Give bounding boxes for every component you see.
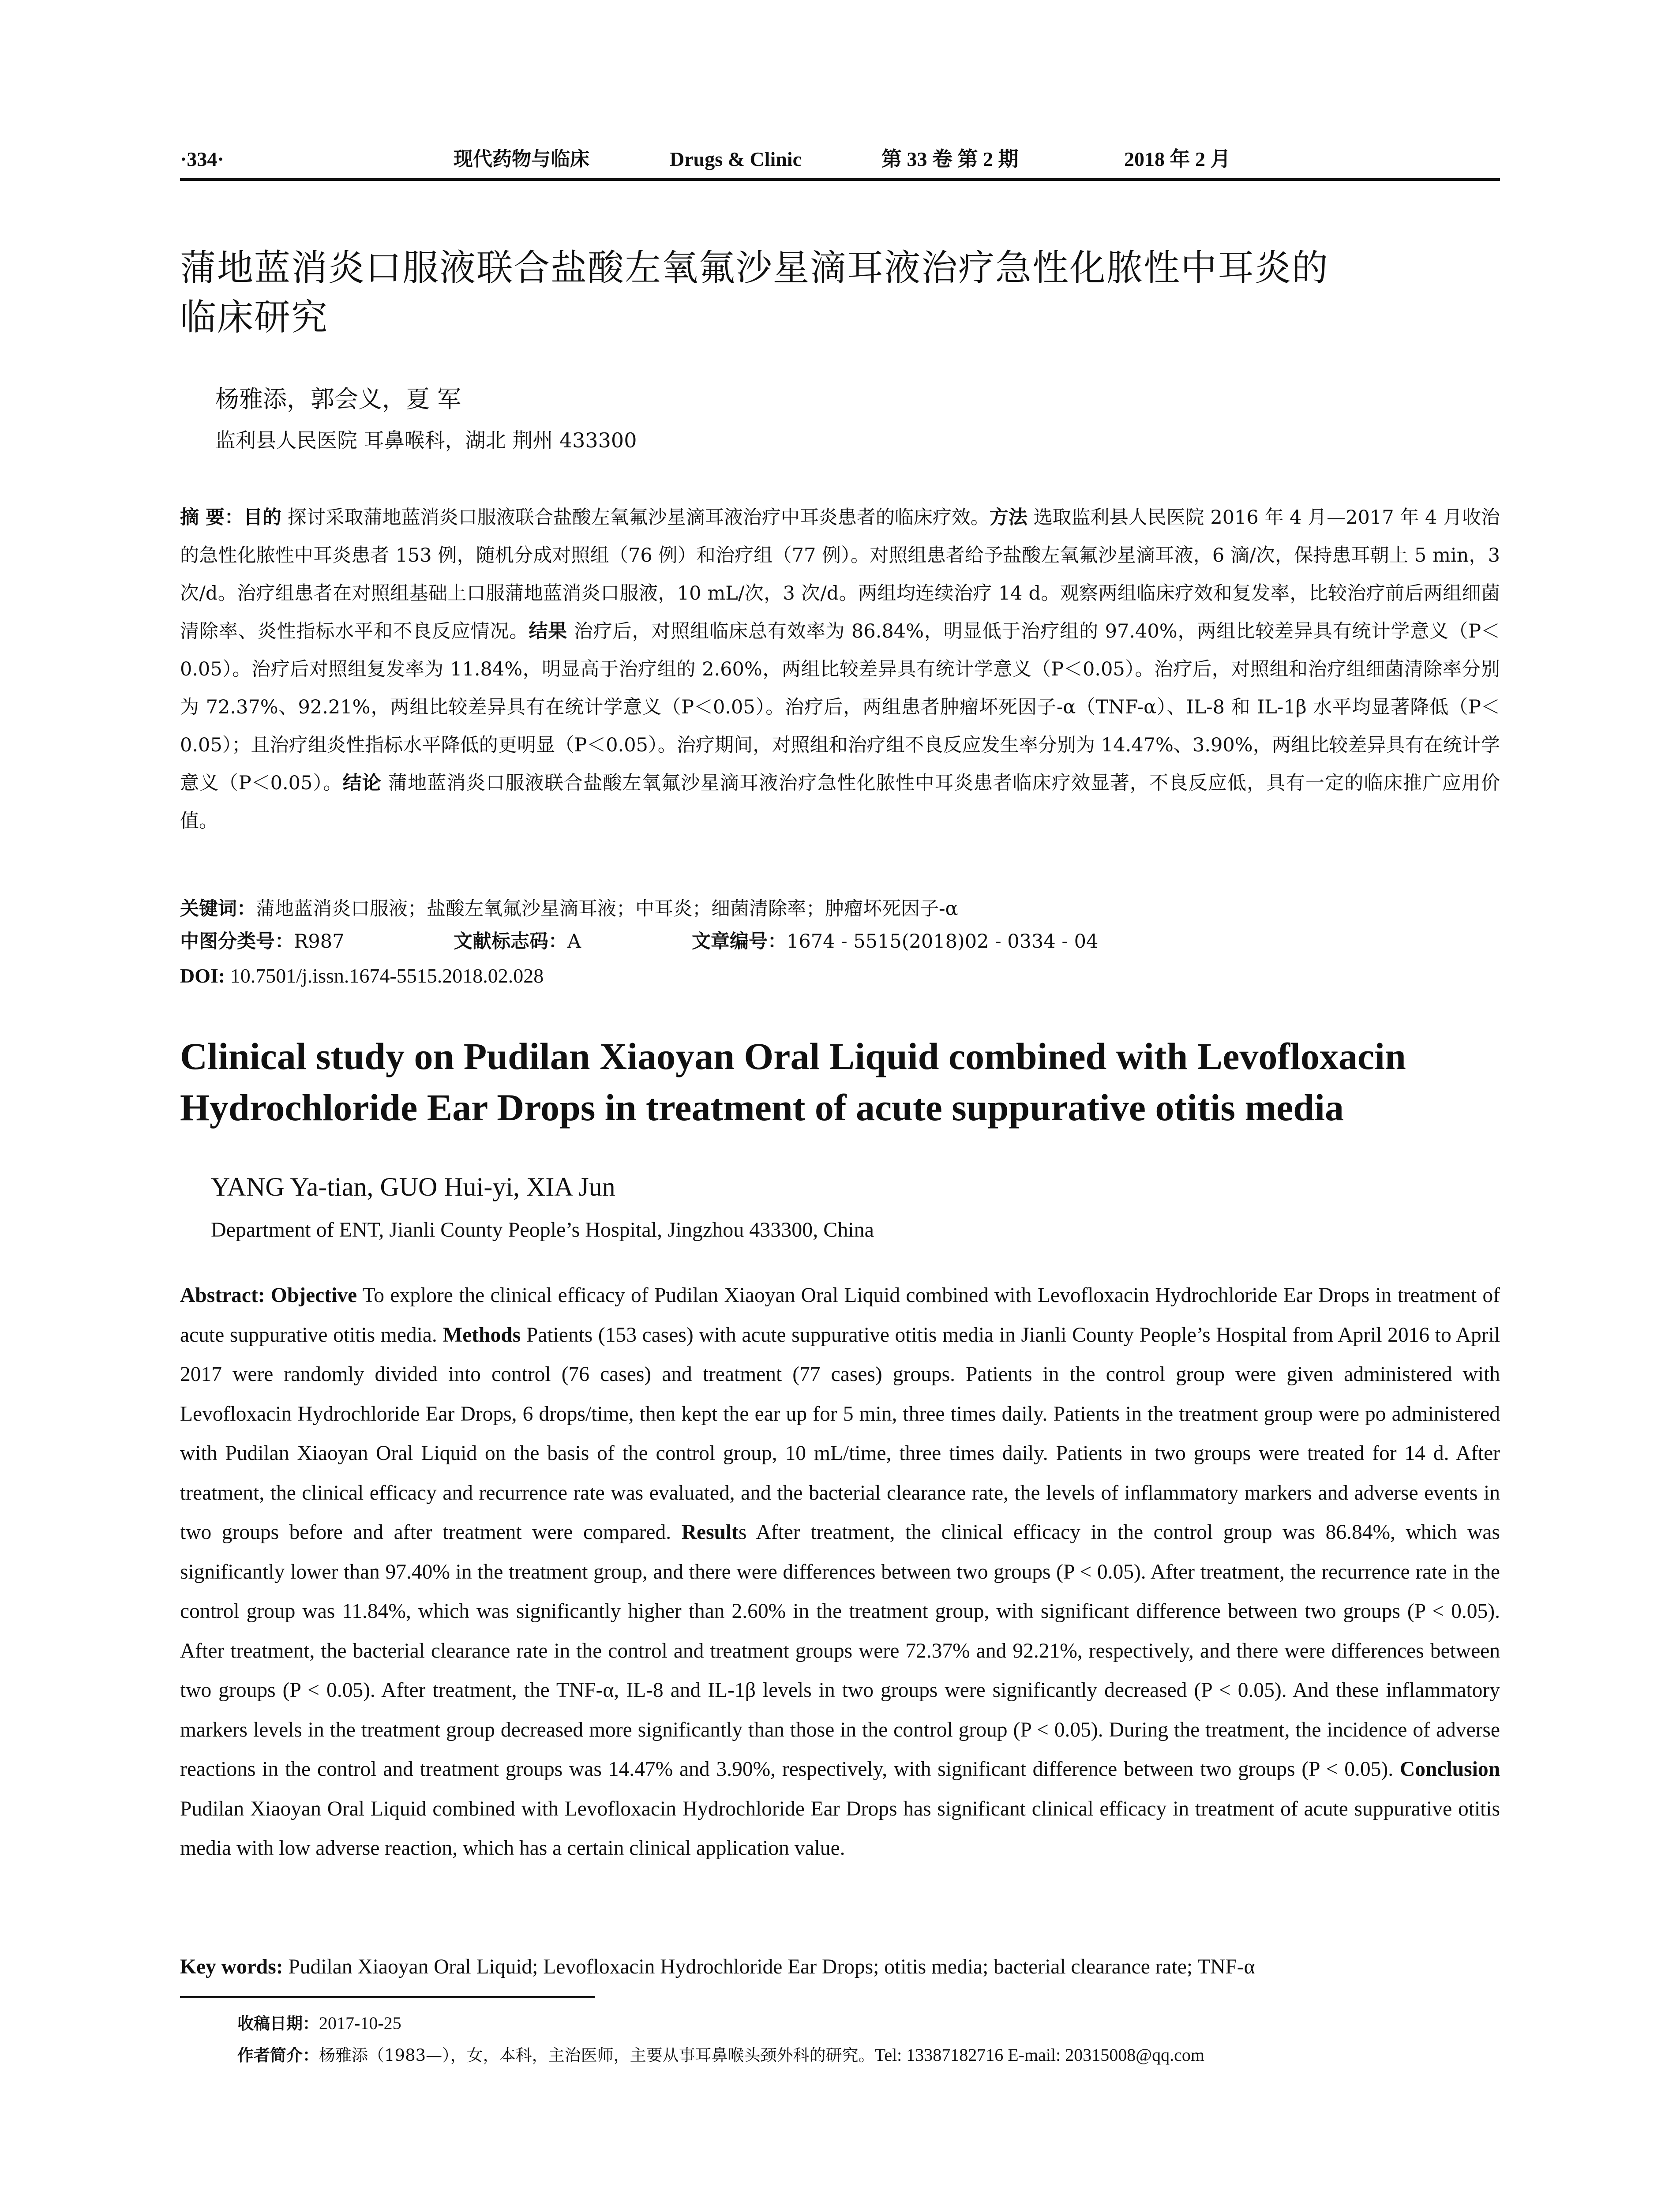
clc-label: 中图分类号： xyxy=(180,930,294,953)
chinese-title-line-2: 临床研究 xyxy=(180,296,329,338)
methods-label-cn: 方法 xyxy=(989,506,1028,529)
chinese-authors: 杨雅添，郭会义，夏 军 xyxy=(215,385,461,413)
conclusion-text-en: Pudilan Xiaoyan Oral Liquid combined with Levofloxacin Hydrochloride Ear Drops has significant clinical efficacy in treatment of acute suppurative otitis media with low adverse reaction, which has a certain clinical application value. xyxy=(180,1797,1500,1860)
article-no-label: 文章编号： xyxy=(692,930,787,953)
keywords-label-en: Key words: xyxy=(180,1955,283,1978)
footnote-rule xyxy=(180,1996,595,1998)
issue-date: 2018 年 2 月 xyxy=(1124,148,1231,170)
results-label-en: Result xyxy=(681,1521,739,1544)
english-title xyxy=(180,1031,1504,1133)
keywords-en xyxy=(180,1949,1500,1985)
bio-label: 作者简介： xyxy=(237,2046,319,2065)
keywords-cn xyxy=(180,893,1500,925)
results-label-suffix-en: s xyxy=(739,1521,747,1544)
doi-value[interactable]: 10.7501/j.issn.1674-5515.2018.02.028 xyxy=(230,964,544,987)
english-affiliation: Department of ENT, Jianli County People’s Hospital, Jingzhou 433300, China xyxy=(211,1218,874,1242)
objective-text-en: To explore the clinical efficacy of Pudilan Xiaoyan Oral Liquid combined with Levofloxacin Hydrochloride Ear Drops in treatment of acute suppurative otitis media. xyxy=(180,1284,1500,1347)
doc-code-field xyxy=(454,926,692,957)
classification-line xyxy=(180,926,1500,957)
clc-field xyxy=(180,926,454,957)
results-text-cn: 治疗后，对照组临床总有效率为 86.84%，明显低于治疗组的 97.40%，两组比较差异具有统计学意义（P＜0.05）。治疗后对照组复发率为 11.84%，明显高于治疗组的 2.60%，两组比较差异具有统计学意义（P＜0.05）。治疗后，对照组和治疗组细菌清除率分别为 72.37%、92.21%，两组比较差异具有在统计学意义（P＜0.05）。治疗后，两组患者肿瘤坏死因子-α（TNF-α）、IL-8 和 IL-1β 水平均显著降低（P＜0.05）；且治疗组炎性指标水平降低的更明显（P＜0.05）。治疗期间，对照组和治疗组不良反应发生率分别为 14.47%、3.90%，两组比较差异具有在统计学意义（P＜0.05）。 xyxy=(180,620,1500,794)
chinese-title-line-1: 蒲地蓝消炎口服液联合盐酸左氧氟沙星滴耳液治疗急性化脓性中耳炎的 xyxy=(180,247,1329,289)
clc-value: R987 xyxy=(294,930,345,953)
received-label: 收稿日期： xyxy=(237,2014,319,2033)
keywords-text-en: Pudilan Xiaoyan Oral Liquid; Levofloxacin Hydrochloride Ear Drops; otitis media; bacterial clearance rate; TNF-α xyxy=(283,1955,1255,1978)
conclusion-text-cn: 蒲地蓝消炎口服液联合盐酸左氧氟沙星滴耳液治疗急性化脓性中耳炎患者临床疗效显著，不良反应低，具有一定的临床推广应用价值。 xyxy=(180,772,1500,832)
article-no-value: 1674 - 5515(2018)02 - 0334 - 04 xyxy=(787,930,1099,953)
volume-issue: 第 33 卷 第 2 期 xyxy=(881,148,1019,170)
journal-name-en: Drugs & Clinic xyxy=(670,148,802,170)
chinese-affiliation: 监利县人民医院 耳鼻喉科，湖北 荆州 433300 xyxy=(215,428,637,452)
english-authors: YANG Ya-tian, GUO Hui-yi, XIA Jun xyxy=(211,1172,615,1201)
methods-label-en: Methods xyxy=(442,1323,521,1347)
bio-text: 杨雅添（1983—），女，本科，主治医师，主要从事耳鼻喉头颈外科的研究。 xyxy=(319,2046,875,2065)
chinese-title xyxy=(180,244,1504,342)
methods-text-en: Patients (153 cases) with acute suppurative otitis media in Jianli County People’s Hospital from April 2016 to April 2017 were randomly divided into control (76 cases) and treatment (77 cases) groups. Patients in the control group were given administered with Levofloxacin Hydrochloride Ear Drops, 6 drops/time, then kept the ear up for 5 min, three times daily. Patients in the treatment group were po administered with Pudilan Xiaoyan Oral Liquid on the basis of the control group, 10 mL/time, three times daily. Patients in two groups were treated for 14 d. After treatment, the clinical efficacy and recurrence rate was evaluated, and the bacterial clearance rate, the levels of inflammatory markers and adverse events in two groups before and after treatment were compared. xyxy=(180,1323,1500,1544)
running-header xyxy=(180,140,1500,181)
conclusion-label-cn: 结论 xyxy=(342,772,382,794)
paper-page xyxy=(180,0,1500,2206)
methods-text-cn: 选取监利县人民医院 2016 年 4 月—2017 年 4 月收治的急性化脓性中耳炎患者 153 例，随机分成对照组（76 例）和治疗组（77 例）。对照组患者给予盐酸左氧氟沙星滴耳液，6 滴/次，保持患耳朝上 5 min，3 次/d。治疗组患者在对照组基础上口服蒲地蓝消炎口服液，10 mL/次，3 次/d。两组均连续治疗 14 d。观察两组临床疗效和复发率，比较治疗前后两组细菌清除率、炎性指标水平和不良反应情况。 xyxy=(180,506,1500,642)
chinese-abstract xyxy=(180,499,1500,840)
contact-info: Tel: 13387182716 E-mail: 20315008@qq.com xyxy=(874,2045,1204,2065)
english-title-line-2: Hydrochloride Ear Drops in treatment of acute suppurative otitis media xyxy=(180,1086,1344,1129)
results-label-cn: 结果 xyxy=(529,620,568,642)
abstract-label-cn: 摘 要： xyxy=(180,506,244,529)
keywords-label-cn: 关键词： xyxy=(180,898,256,920)
footnote-author-bio xyxy=(237,2042,1500,2069)
footnote-received xyxy=(237,2010,1500,2037)
article-no-field xyxy=(692,926,1098,957)
received-date: 2017-10-25 xyxy=(319,2013,401,2033)
page-number: ·334· xyxy=(180,148,224,170)
objective-text-cn: 探讨采取蒲地蓝消炎口服液联合盐酸左氧氟沙星滴耳液治疗中耳炎患者的临床疗效。 xyxy=(281,506,990,529)
keywords-text-cn: 蒲地蓝消炎口服液；盐酸左氧氟沙星滴耳液；中耳炎；细菌清除率；肿瘤坏死因子-α xyxy=(256,898,958,920)
english-title-line-1: Clinical study on Pudilan Xiaoyan Oral Liquid combined with Levofloxacin xyxy=(180,1035,1406,1077)
doc-code-value: A xyxy=(567,930,581,953)
journal-name-cn: 现代药物与临床 xyxy=(454,148,589,170)
english-abstract xyxy=(180,1276,1500,1868)
conclusion-label-en: Conclusion xyxy=(1399,1758,1500,1781)
doc-code-label: 文献标志码： xyxy=(454,930,567,953)
doi-label: DOI: xyxy=(180,964,225,987)
abstract-objective-label-en: Abstract: Objective xyxy=(180,1284,357,1307)
objective-label-cn: 目的 xyxy=(244,506,282,529)
doi-line xyxy=(180,960,1500,992)
results-text-en: After treatment, the clinical efficacy in the control group was 86.84%, which was significantly lower than 97.40% in the treatment group, and there were differences between two groups (P < 0.05). After treatment, the recurrence rate in the control group was 11.84%, which was significantly higher than 2.60% in the treatment group, with significant difference between two groups (P < 0.05). After treatment, the bacterial clearance rate in the control and treatment groups were 72.37% and 92.21%, respectively, and there were differences between two groups (P < 0.05). After treatment, the TNF-α, IL-8 and IL-1β levels in two groups were significantly decreased (P < 0.05). And these inflammatory markers levels in the treatment group decreased more significantly than those in the control group (P < 0.05). During the treatment, the incidence of adverse reactions in the control and treatment groups was 14.47% and 3.90%, respectively, with significant difference between two groups (P < 0.05). xyxy=(180,1521,1500,1781)
